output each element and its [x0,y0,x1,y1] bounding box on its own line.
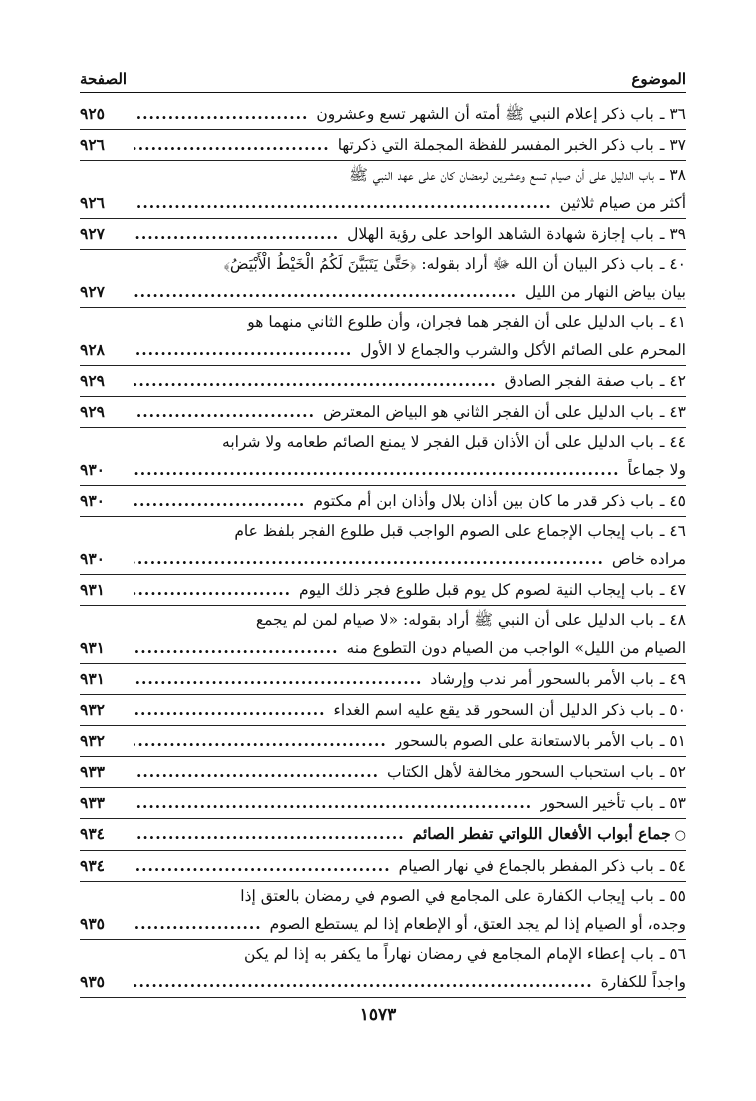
entry-title: باب إيجاب الكفارة على المجامع في الصوم في رمضان بالعتق إذا [240,887,654,905]
entry-title: باب الدليل على أن الفجر هما فجران، وأن طلوع الثاني منهما هو [247,313,654,331]
entry-number: ٤٢ ـ [659,372,686,390]
toc-entry-line [80,251,686,278]
entry-title: باب الدليل على أن الأذان قبل الفجر لا يمنع الصائم طعامه ولا شرابه [222,433,654,451]
toc-entry-line [80,941,686,968]
dot-leader [134,367,497,394]
toc-entry-line [80,883,686,910]
dot-leader [134,665,422,692]
entry-page-number: ٩٢٦ [80,135,105,154]
entry-number: ٤١ ـ [659,313,686,331]
dot-leader [134,189,552,216]
entry-number: ٤٩ ـ [659,670,686,688]
entry-title: باب الأمر بالسحور أمر ندب وإرشاد [430,670,654,688]
entry-page-number: ٩٣٣ [80,793,105,812]
entry-title: باب الأمر بالاستعانة على الصوم بالسحور [394,732,654,750]
topic-column-label: الموضوع [631,70,686,88]
entry-number: ٥٢ ـ [659,763,686,781]
entry-title: ولا جماعاً [627,461,686,479]
toc-entry-line [80,278,686,306]
entry-page-number: ٩٣٣ [80,762,105,781]
entry-number: ٥٦ ـ [659,945,686,963]
toc-header [80,66,686,93]
entry-title: باب الدليل على أن النبي ﷺ أراد بقوله: «لا صيام لمن لم يجمع [255,611,654,629]
toc-entry-line [80,100,686,128]
entry-number: ٣٩ ـ [659,225,686,243]
entry-page-number: ٩٢٦ [80,193,105,212]
dot-leader [134,968,593,995]
dot-leader [134,727,387,754]
toc-entry [80,397,686,428]
toc-entry-line [80,576,686,604]
toc-entry [80,308,686,366]
entry-page-number: ٩٢٩ [80,402,105,421]
entry-page-number: ٩٣٤ [80,824,105,843]
dot-leader [134,398,315,425]
entry-number: ٥٣ ـ [659,794,686,812]
entry-page-number: ٩٢٩ [80,371,105,390]
toc-entry [80,219,686,250]
entry-title: باب صفة الفجر الصادق [504,372,654,390]
toc-entry [80,726,686,757]
entry-title: باب الدليل على أن الفجر الثاني هو البياض المعترض [322,403,654,421]
entry-title: باب الدليل على أن صيام تسع وعشرين لرمضان كان على عهد النبي ﷺ [349,166,654,184]
entry-page-number: ٩٣١ [80,669,105,688]
entry-page-number: ٩٣٠ [80,460,105,479]
entry-title: باب ذكر الخبر المفسر للفظة المجملة التي ذكرتها [337,136,654,154]
toc-entry-line [80,518,686,545]
entry-number: ٤٠ ـ [659,255,686,273]
entry-title: باب ذكر قدر ما كان بين أذان بلال وأذان ابن أم مكتوم [313,492,654,510]
toc-entry-line [80,789,686,817]
toc-entry [80,757,686,788]
dot-leader [134,220,339,247]
entry-number: ٣٧ ـ [659,136,686,154]
toc-entry [80,575,686,606]
toc-entry-line [80,545,686,573]
entry-page-number: ٩٣٢ [80,731,105,750]
toc-entry-line [80,220,686,248]
toc-entry-line [80,968,686,996]
dot-leader [134,634,339,661]
entry-number: ٥١ ـ [659,732,686,750]
toc-entry-line [80,131,686,159]
entry-title: مراده خاص [611,550,686,568]
entry-number: ٤٤ ـ [659,433,686,451]
entry-number: ٣٨ ـ [659,166,686,184]
entry-title: أكثر من صيام ثلاثين [559,194,686,212]
entry-page-number: ٩٣٠ [80,549,105,568]
entry-number: ٥٠ ـ [659,701,686,719]
dot-leader [134,131,330,158]
entry-number: ٥٥ ـ [659,887,686,905]
toc-entry-line [80,820,686,849]
entry-page-number: ٩٣٥ [80,914,105,933]
entry-title: باب إجازة شهادة الشاهد الواحد على رؤية الهلال [347,225,654,243]
dot-leader [134,852,391,879]
dot-leader [134,456,620,483]
toc-page [80,66,686,998]
toc-entry-line [80,398,686,426]
toc-entry-line [80,309,686,336]
dot-leader [134,789,532,816]
entry-page-number: ٩٣٢ [80,700,105,719]
dot-leader [134,336,352,363]
toc-list [80,99,686,998]
entry-page-number: ٩٣١ [80,638,105,657]
toc-entry-line [80,487,686,515]
toc-entry [80,695,686,726]
toc-entry-line [80,189,686,217]
toc-entry-line [80,162,686,189]
entry-page-number: ٩٢٧ [80,224,105,243]
entry-title: باب ذكر الدليل أن السحور قد يقع عليه اسم الغداء [333,701,654,719]
toc-entry [80,819,686,851]
entry-title: جماع أبواب الأفعال اللواتي تفطر الصائم [412,824,671,843]
toc-entry [80,130,686,161]
entry-title: واجداً للكفارة [600,973,686,991]
entry-title: باب ذكر إعلام النبي ﷺ أمته أن الشهر تسع وعشرون [316,105,654,123]
entry-title: باب إيجاب الإجماع على الصوم الواجب قبل طلوع الفجر بلفظ عام [234,522,654,540]
toc-entry [80,250,686,308]
toc-entry [80,486,686,517]
entry-number: ٥٤ ـ [659,857,686,875]
dot-leader [134,696,326,723]
entry-title: الصيام من الليل» الواجب من الصيام دون التطوع منه [346,639,686,657]
toc-entry-line [80,634,686,662]
toc-entry [80,882,686,940]
toc-entry-line [80,607,686,634]
toc-entry-line [80,429,686,456]
toc-entry [80,161,686,219]
toc-entry [80,606,686,664]
dot-leader [134,100,308,127]
entry-title: باب استحباب السحور مخالفة لأهل الكتاب [387,763,654,781]
toc-entry [80,788,686,819]
toc-entry-line [80,727,686,755]
toc-entry-line [80,665,686,693]
entry-number: ٤٦ ـ [659,522,686,540]
toc-entry [80,366,686,397]
dot-leader [134,820,405,847]
entry-page-number: ٩٢٧ [80,282,105,301]
entry-number: ٤٣ ـ [659,403,686,421]
entry-page-number: ٩٢٨ [80,340,105,359]
entry-number: ٣٦ ـ [659,105,686,123]
toc-entry-line [80,910,686,938]
toc-entry-line [80,852,686,880]
entry-title: المحرم على الصائم الأكل والشرب والجماع لا الأول [360,341,686,359]
entry-title: باب إعطاء الإمام المجامع في رمضان نهاراً ما يكفر به إذا لم يكن [244,945,654,963]
entry-title: باب ذكر المفطر بالجماع في نهار الصيام [398,857,654,875]
toc-entry-line [80,367,686,395]
dot-leader [134,576,291,603]
entry-title: وجده، أو الصيام إذا لم يجد العتق، أو الإطعام إذا لم يستطع الصوم [269,915,686,933]
section-bullet-icon: ○ [674,828,686,843]
page-number: ١٥٧٣ [359,1005,397,1025]
toc-entry [80,99,686,130]
toc-entry [80,851,686,882]
entry-number: ٤٥ ـ [659,492,686,510]
entry-title: باب ذكر البيان أن الله ﷻ أراد بقوله: ﴿حَتَّىٰ يَتَبَيَّنَ لَكُمُ الْخَيْطُ الْأَبْيَضُ﴾ [223,255,654,273]
entry-number: ٤٨ ـ [659,611,686,629]
entry-page-number: ٩٣٤ [80,856,105,875]
entry-page-number: ٩٢٥ [80,104,105,123]
entry-page-number: ٩٣٠ [80,491,105,510]
dot-leader [134,758,379,785]
dot-leader [134,545,604,572]
page-column-label: الصفحة [80,70,128,88]
toc-entry-line [80,758,686,786]
entry-title: باب تأخير السحور [540,794,654,812]
dot-leader [134,278,517,305]
entry-title: باب إيجاب النية لصوم كل يوم قبل طلوع فجر ذلك اليوم [299,581,654,599]
toc-entry-line [80,456,686,484]
dot-leader [134,910,262,937]
toc-entry-line [80,696,686,724]
toc-entry [80,517,686,575]
entry-title: بيان بياض النهار من الليل [525,283,686,301]
entry-page-number: ٩٣٥ [80,972,105,991]
entry-page-number: ٩٣١ [80,580,105,599]
toc-entry [80,428,686,486]
toc-entry [80,664,686,695]
dot-leader [134,487,305,514]
toc-entry-line [80,336,686,364]
entry-number: ٤٧ ـ [659,581,686,599]
toc-entry [80,940,686,998]
